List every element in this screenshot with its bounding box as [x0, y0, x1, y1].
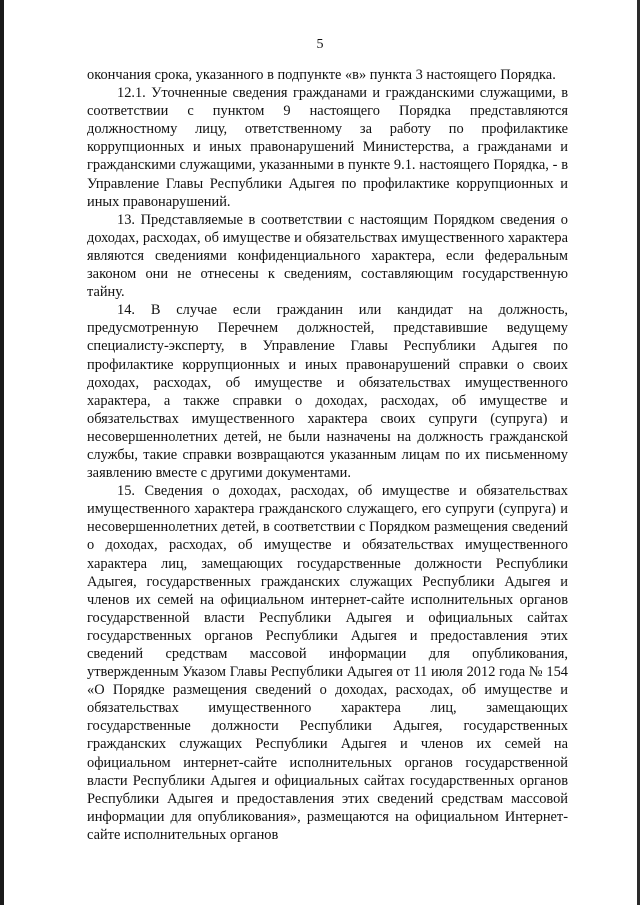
paragraph-13: 13. Представляемые в соответствии с настоящим Порядком сведения о доходах, расходах, об имуществе и обязательствах имущественного характера являются сведениями конфиденциального характера, если федеральным законом они не отнесены к сведениям, составляющим государственную тайну.	[87, 211, 568, 301]
document-body	[87, 66, 568, 844]
page-number: 5	[316, 37, 324, 52]
paragraph-12-1: 12.1. Уточненные сведения гражданами и гражданскими служащими, в соответствии с пунктом 9 настоящего Порядка представляются должностному лицу, ответственному за работу по профилактике коррупционных и иных правонарушений Министерства, а гражданами и гражданскими служащими, указанными в пункте 9.1. настоящего Порядка, - в Управление Главы Республики Адыгея по профилактике коррупционных и иных правонарушений.	[87, 85, 568, 210]
paragraph-continuation: окончания срока, указанного в подпункте «в» пункта 3 настоящего Порядка.	[87, 67, 556, 83]
paragraph-15: 15. Сведения о доходах, расходах, об имуществе и обязательствах имущественного характера гражданского служащего, его супруги (супруга) и несовершеннолетних детей, в соответствии с Порядком размещения сведений о доходах, расходах, об имуществе и обязательствах имущественного характера лиц, замещающих государственные должности Республики Адыгея, государственных гражданских служащих Республики Адыгея и членов их семей на официальном интернет-сайте исполнительных органов государственной власти Республики Адыгея и официальных сайтах государственных органов Республики Адыгея и предоставления этих сведений средствам массовой информации для опубликования, утвержденным Указом Главы Республики Адыгея от 11 июля 2012 года № 154 «О Порядке размещения сведений о доходах, расходах, об имуществе и обязательствах имущественного характера лиц, замещающих государственные должности Республики Адыгея, государственных гражданских служащих Республики Адыгея и членов их семей на официальном интернет-сайте исполнительных органов государственной власти Республики Адыгея и официальных сайтах государственных органов Республики Адыгея и предоставления этих сведений средствам массовой информации для опубликования», размещаются на официальном Интернет-сайте исполнительных органов	[87, 483, 568, 843]
paragraph-14: 14. В случае если гражданин или кандидат на должность, предусмотренную Перечнем должностей, представившие ведущему специалисту-эксперту, в Управление Главы Республики Адыгея по профилактике коррупционных и иных правонарушений справки о своих доходах, расходах, об имуществе и обязательствах имущественного характера, а также справки о доходах, расходах, об имуществе и обязательствах имущественного характера своих супруги (супруга) и несовершеннолетних детей, не были назначены на должность гражданской службы, такие справки возвращаются указанным лицам по их письменному заявлению вместе с другими документами.	[87, 302, 568, 482]
